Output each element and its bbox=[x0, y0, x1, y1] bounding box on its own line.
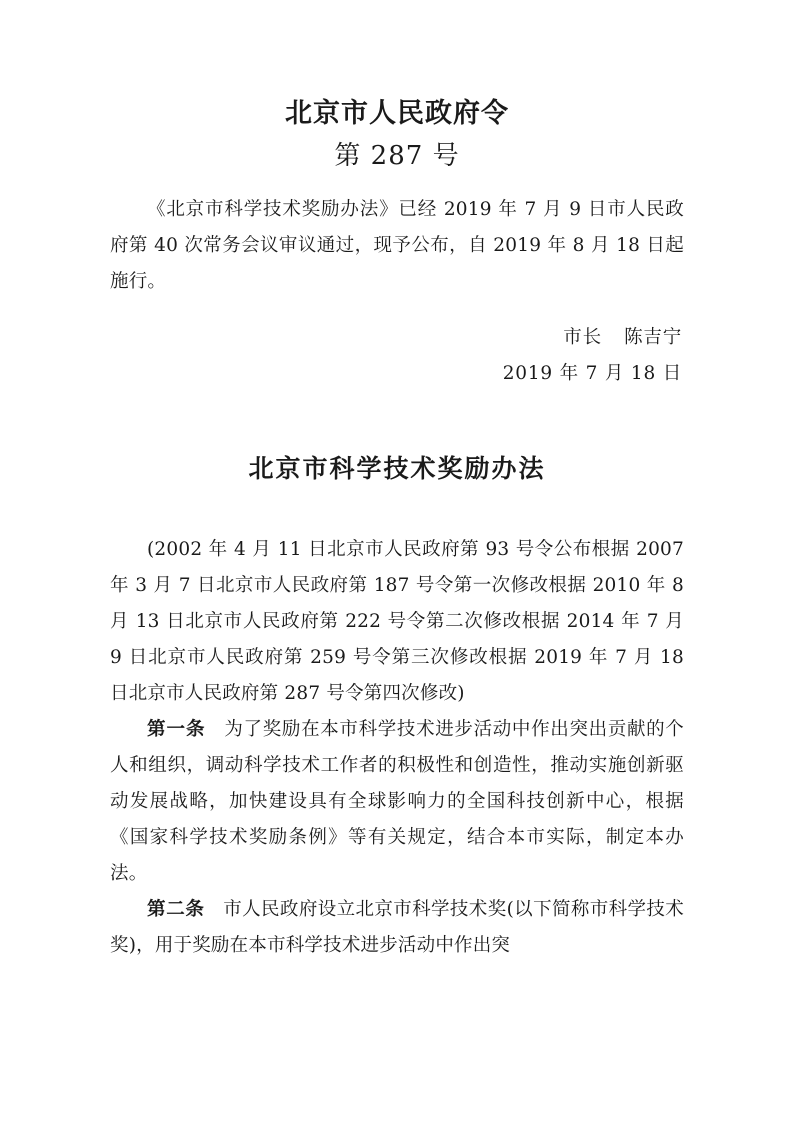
signature-block bbox=[110, 300, 684, 392]
article-1-label: 第一条 bbox=[147, 719, 206, 740]
signature-name-line bbox=[110, 320, 684, 356]
signature-title-label: 市长 bbox=[563, 327, 602, 348]
article-1-text: 为了奖励在本市科学技术进步活动中作出突出贡献的个人和组织，调动科学技术工作者的积极性和创造性，推动实施创新驱动发展战略，加快建设具有全球影响力的全国科技创新中心，根据《国家科学技术奖励条例》等有关规定，结合本市实际，制定本办法。 bbox=[110, 719, 684, 884]
article-1 bbox=[110, 712, 684, 892]
amendment-history-paragraph: (2002 年 4 月 11 日北京市人民政府第 93 号令公布根据 2007 年 3 月 7 日北京市人民政府第 187 号令第一次修改根据 2010 年 8 月 13 日北京市人民政府第 222 号令第二次修改根据 2014 年 7 月 9 日北京市人民政府第 259 号令第三次修改根据 2019 年 7 月 18 日北京市人民政府第 287 号令第四次修改) bbox=[110, 539, 684, 704]
signature-date: 2019 年 7 月 18 日 bbox=[502, 363, 682, 384]
article-2-label: 第二条 bbox=[147, 899, 205, 920]
article-2-text: 市人民政府设立北京市科学技术奖(以下简称市科学技术奖)，用于奖励在本市科学技术进步活动中作出突 bbox=[110, 899, 684, 956]
decree-number: 第 287 号 bbox=[334, 141, 460, 171]
promulgation-block bbox=[110, 173, 684, 300]
regulation-title: 北京市科学技术奖励办法 bbox=[248, 454, 546, 483]
decree-title: 北京市人民政府令 bbox=[285, 98, 509, 129]
title-spacer bbox=[110, 486, 684, 532]
document-content bbox=[110, 0, 684, 964]
promulgation-paragraph: 《北京市科学技术奖励办法》已经 2019 年 7 月 9 日市人民政府第 40 次常务会议审议通过，现予公布，自 2019 年 8 月 18 日起施行。 bbox=[110, 199, 684, 292]
article-2 bbox=[110, 892, 684, 964]
signature-name: 陈吉宁 bbox=[624, 327, 682, 348]
